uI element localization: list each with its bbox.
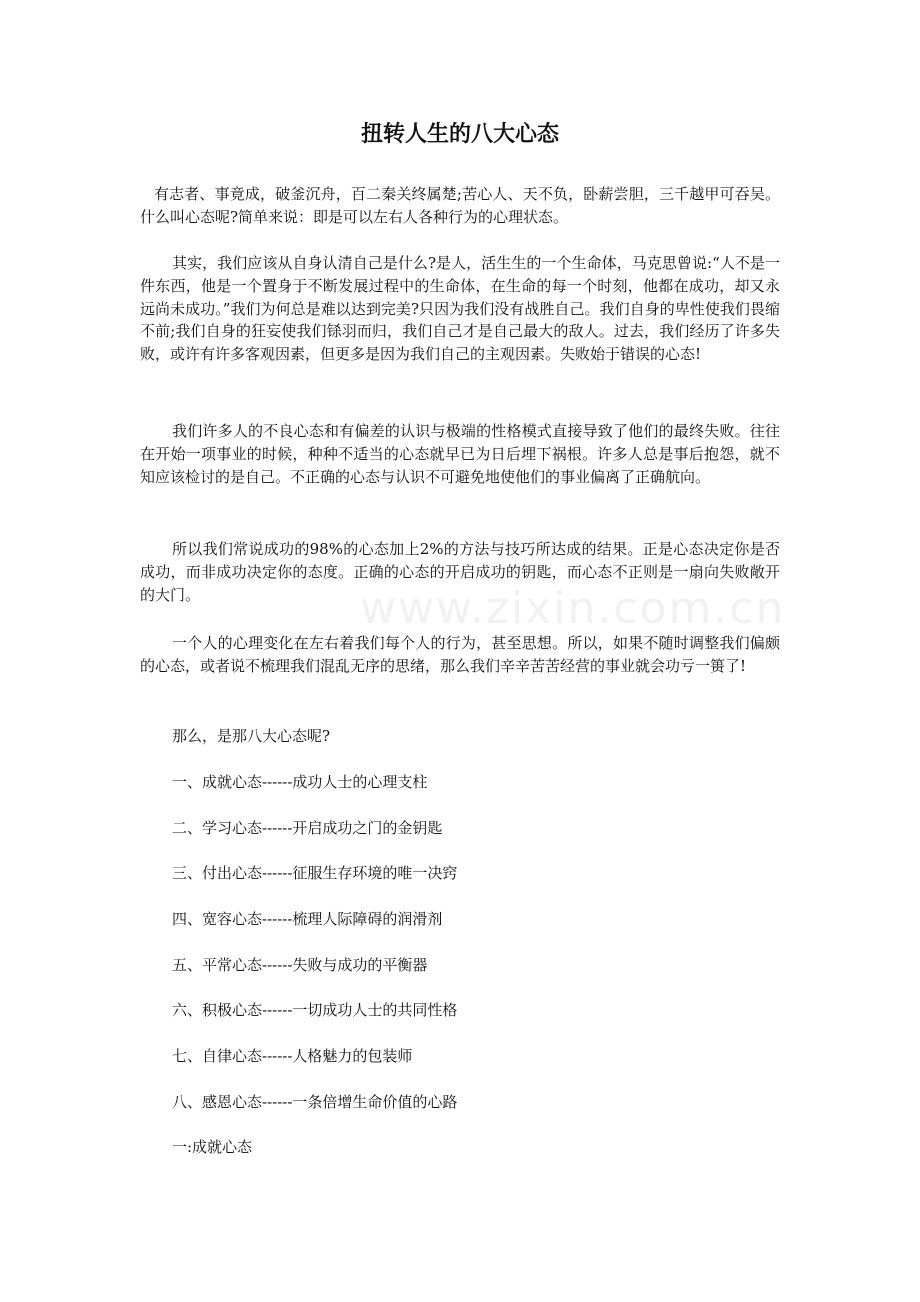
document-title: 扭转人生的八大心态 bbox=[360, 121, 559, 147]
list-item: 七、自律心态------人格魅力的包装师 bbox=[172, 1047, 413, 1065]
section-heading: 一:成就心态 bbox=[172, 1138, 253, 1156]
list-item: 六、积极心态------一切成功人士的共同性格 bbox=[172, 1001, 458, 1019]
list-item: 三、付出心态------征服生存环境的唯一决窍 bbox=[172, 864, 458, 882]
list-item: 五、平常心态------失败与成功的平衡器 bbox=[172, 956, 428, 974]
paragraph-self-knowledge: 其实，我们应该从自身认清自己是什么?是人，活生生的一个生命体，马克思曾说:“人不是一件东西，他是一个置身于不断发展过程中的生命体，在生命的每一个时刻，他都在成功，却又永远尚未成功。”我们为何总是难以达到完美?只因为我们没有战胜自己。我们自身的卑性使我们畏缩不前;我们自身的狂妄使我们铩羽而归，我们自己才是自己最大的敌人。过去，我们经历了许多失败，或许有许多客观因素，但更多是因为我们自己的主观因素。失败始于错误的心态! bbox=[140, 254, 780, 364]
list-item: 一、成就心态------成功人士的心理支柱 bbox=[172, 773, 428, 791]
watermark: www.zixin.com.cn bbox=[360, 583, 786, 634]
question-line: 那么，是那八大心态呢? bbox=[172, 727, 331, 745]
paragraph-bad-mindset: 我们许多人的不良心态和有偏差的认识与极端的性格模式直接导致了他们的最终失败。往往在开始一项事业的时候，种种不适当的心态就早已为日后埋下祸根。许多人总是事后抱怨，就不知应该检讨的是自己。不正确的心态与认识不可避免地使他们的事业偏离了正确航向。 bbox=[140, 422, 780, 486]
list-item: 八、感恩心态------一条倍增生命价值的心路 bbox=[172, 1093, 458, 1111]
list-item: 四、宽容心态------梳理人际障碍的润滑剂 bbox=[172, 910, 443, 928]
list-item: 二、学习心态------开启成功之门的金钥匙 bbox=[172, 819, 443, 837]
paragraph-98-percent: 所以我们常说成功的98%的心态加上2%的方法与技巧所达成的结果。正是心态决定你是否成功，而非成功决定你的态度。正确的心态的开启成功的钥匙，而心态不正则是一扇向失败敞开的大门。 bbox=[140, 540, 780, 604]
paragraph-adjust: 一个人的心理变化在左右着我们每个人的行为，甚至思想。所以，如果不随时调整我们偏颇的心态，或者说不梳理我们混乱无序的思绪，那么我们辛辛苦苦经营的事业就会功亏一篑了! bbox=[140, 634, 780, 675]
paragraph-intro: 有志者、事竟成，破釜沉舟，百二秦关终属楚;苦心人、天不负，卧薪尝胆，三千越甲可吞吴。什么叫心态呢?简单来说：即是可以左右人各种行为的心理状态。 bbox=[140, 185, 780, 226]
